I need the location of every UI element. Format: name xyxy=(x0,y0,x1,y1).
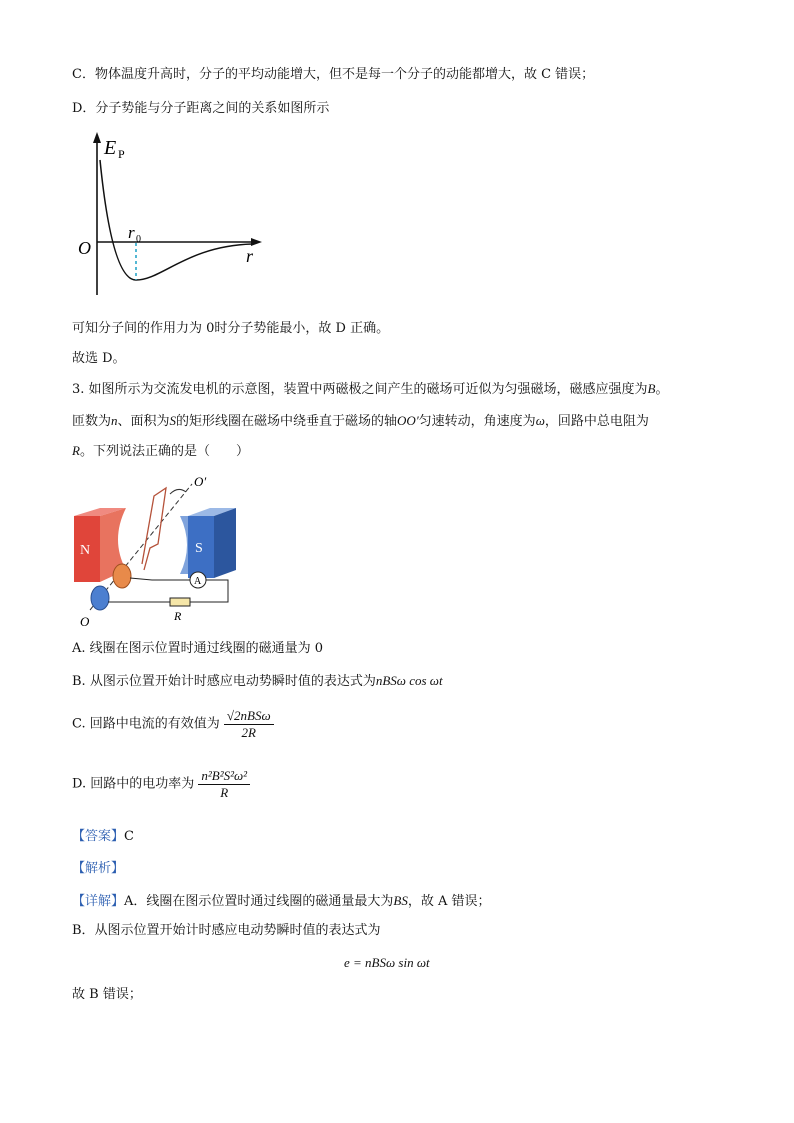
conclusion-text: 可知分子间的作用力为 0时分子势能最小，故 D 正确。 xyxy=(72,321,390,336)
magnet-s-side xyxy=(214,508,236,578)
answer-line: 【答案】C xyxy=(72,829,134,844)
choose-d: 故选 D。 xyxy=(72,351,126,366)
axis-label-top: O′ xyxy=(194,474,207,489)
option-a: A. 线圈在图示位置时通过线圈的磁通量为 0 xyxy=(72,641,324,656)
x-axis-arrow xyxy=(251,238,262,246)
q3-line-3: R。下列说法正确的是（ ） xyxy=(72,443,249,459)
option-c: C. 回路中电流的有效值为 $\frac{\text{√2nBSω}}{2R}$ xyxy=(72,708,274,741)
potential-energy-graph xyxy=(72,130,272,302)
option-b: B. 从图示位置开始计时感应电动势瞬时值的表达式为nBSω cos ωt xyxy=(72,673,443,689)
resistor-label: R xyxy=(174,609,182,623)
slip-ring-orange xyxy=(113,564,131,588)
slip-ring-blue xyxy=(91,586,109,610)
option-d: D. 回路中的电功率为 $\frac{\text{n²B²S²ω²}}{R}$ xyxy=(72,768,250,801)
detail-a: 【详解】A．线圈在图示位置时通过线圈的磁通量最大为BS，故 A 错误； xyxy=(72,893,491,909)
axis-label-bottom: O xyxy=(80,614,90,629)
option-d-fraction: $\frac{\text{n²B²S²ω²}}{R}$ xyxy=(198,768,250,801)
y-axis-label: E xyxy=(104,137,117,159)
q3-line-1: 3. 如图所示为交流发电机的示意图，装置中两磁极之间产生的磁场可近似为匀强磁场，磁感应强度为B。 xyxy=(72,381,669,397)
magnet-n-label: N xyxy=(80,543,91,558)
origin-label: O xyxy=(78,238,91,258)
option-c-fraction: $\frac{\text{√2nBSω}}{2R}$ xyxy=(224,708,274,741)
detail-b: B．从图示位置开始计时感应电动势瞬时值的表达式为 xyxy=(72,923,381,938)
option-d-previous: D．分子势能与分子距离之间的关系如图所示 xyxy=(72,101,330,116)
magnet-s-pole xyxy=(180,516,188,574)
coil xyxy=(142,488,166,570)
rotation-arrow xyxy=(170,489,186,494)
r0-label: r xyxy=(128,223,135,242)
r0-sub: 0 xyxy=(136,234,141,245)
generator-diagram xyxy=(70,470,240,630)
formula: e = nBSω sin ωt xyxy=(344,955,430,970)
analysis-label: 【解析】 xyxy=(72,861,125,876)
ammeter-label: A xyxy=(194,576,202,587)
y-axis-sub: P xyxy=(118,147,125,161)
x-axis-label: r xyxy=(246,246,254,266)
potential-curve xyxy=(100,160,252,280)
detail-b-end: 故 B 错误； xyxy=(72,987,142,1002)
option-c-previous: C．物体温度升高时，分子的平均动能增大，但不是每一个分子的动能都增大，故 C 错误； xyxy=(72,67,595,82)
q3-line-2: 匝数为n、面积为S的矩形线圈在磁场中绕垂直于磁场的轴OO′匀速转动，角速度为ω，回路中总电阻为 xyxy=(72,413,649,429)
magnet-s-label: S xyxy=(195,541,203,556)
y-axis-arrow xyxy=(93,132,101,143)
resistor xyxy=(170,598,190,606)
